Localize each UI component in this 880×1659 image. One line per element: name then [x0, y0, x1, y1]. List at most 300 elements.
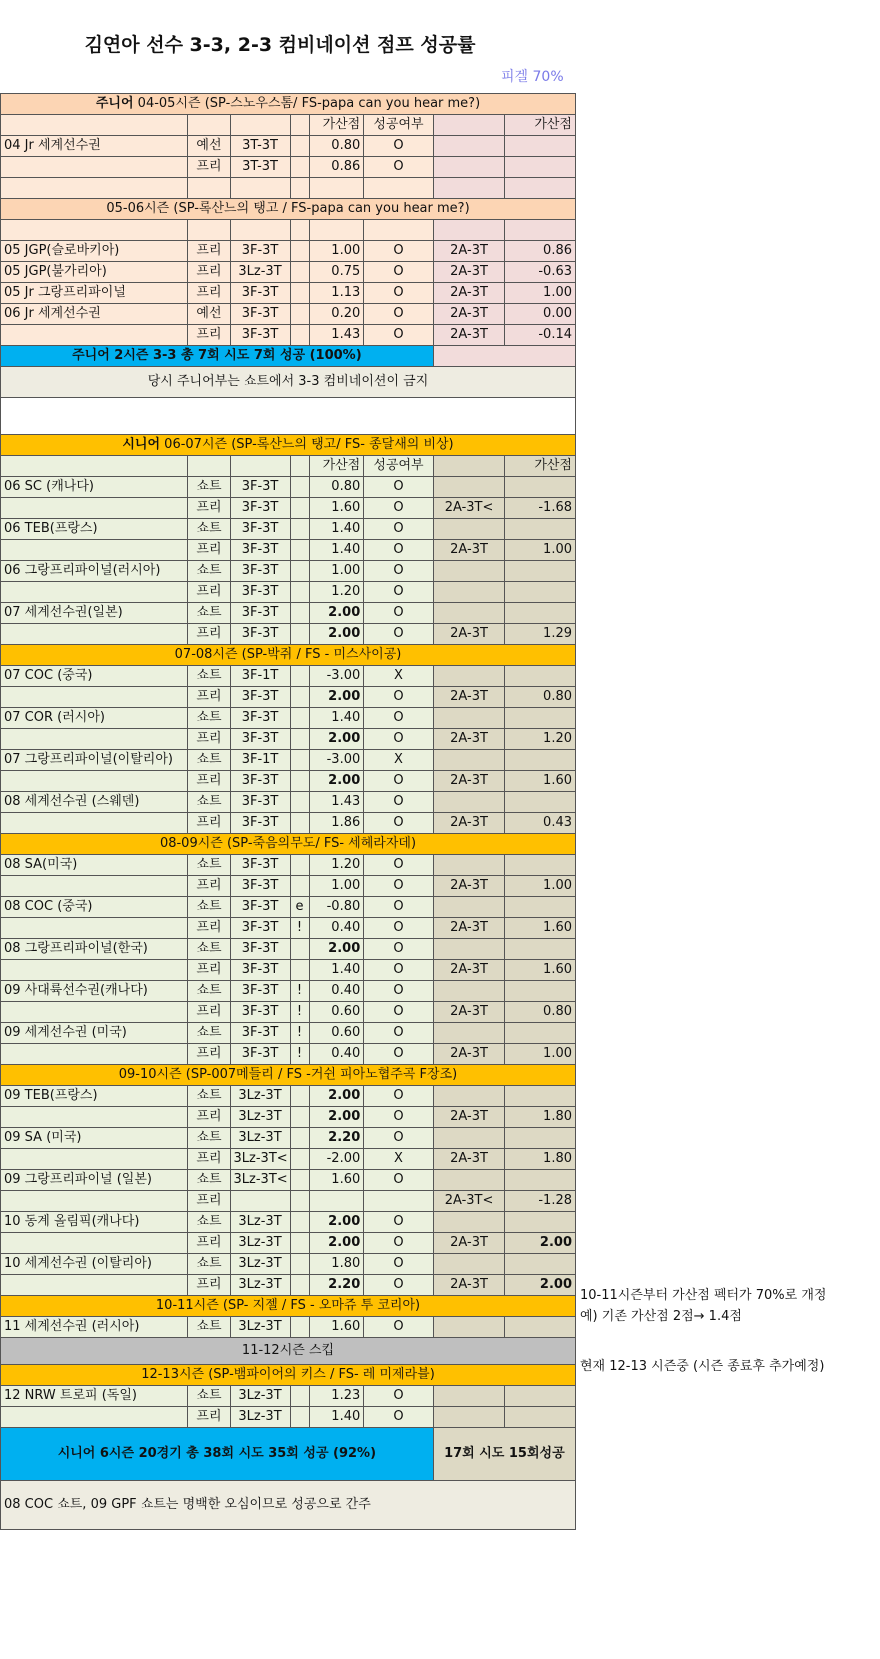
table-cell: 프리 [188, 1002, 230, 1023]
table-cell: 3Lz-3T [230, 1254, 290, 1275]
table-cell: 09 SA (미국) [1, 1128, 188, 1149]
table-cell: 3F-3T [230, 540, 290, 561]
table-cell [290, 582, 309, 603]
table-cell: 2A-3T [433, 1275, 505, 1296]
table-cell: 0.75 [309, 262, 364, 283]
table-cell: O [364, 708, 433, 729]
table-cell: 프리 [188, 771, 230, 792]
table-cell: 1.40 [309, 708, 364, 729]
season-header [1, 834, 576, 855]
table-cell [433, 750, 505, 771]
division-label: 시니어 [122, 437, 161, 452]
table-cell: 쇼트 [188, 1386, 230, 1407]
table-cell: 3Lz-3T [230, 262, 290, 283]
junior-summary-row [1, 346, 576, 367]
table-cell: 쇼트 [188, 939, 230, 960]
table-cell: 프리 [188, 687, 230, 708]
table-cell: 1.00 [505, 540, 576, 561]
season-header-row [1, 435, 576, 456]
table-cell: 3F-3T [230, 325, 290, 346]
table-row [1, 241, 576, 262]
table-cell: 2.00 [309, 1233, 364, 1254]
table-cell: 프리 [188, 1044, 230, 1065]
season-header-row [1, 1365, 576, 1386]
table-cell: O [364, 1386, 433, 1407]
junior-summary: 주니어 2시즌 3-3 총 7회 시도 7회 성공 (100%) [1, 346, 434, 367]
table-cell [290, 1212, 309, 1233]
table-cell [290, 241, 309, 262]
table-cell [290, 1254, 309, 1275]
table-cell: 0.20 [309, 304, 364, 325]
table-row [1, 687, 576, 708]
table-cell: 쇼트 [188, 603, 230, 624]
table-row [1, 918, 576, 939]
table-cell: 3Lz-3T [230, 1407, 290, 1428]
table-cell: 예선 [188, 136, 230, 157]
table-cell: -3.00 [309, 750, 364, 771]
table-cell: O [364, 582, 433, 603]
table-cell: 프리 [188, 876, 230, 897]
table-cell: 06 TEB(프랑스) [1, 519, 188, 540]
table-cell: 쇼트 [188, 708, 230, 729]
table-cell: 1.80 [309, 1254, 364, 1275]
table-cell [1, 1407, 188, 1428]
table-cell: 3F-3T [230, 918, 290, 939]
season-header [1, 645, 576, 666]
table-cell [290, 603, 309, 624]
table-cell: 2.00 [505, 1275, 576, 1296]
season-header-row [1, 834, 576, 855]
table-cell: 1.23 [309, 1386, 364, 1407]
table-row [1, 855, 576, 876]
table-cell [433, 981, 505, 1002]
table-cell: 3F-3T [230, 939, 290, 960]
table-cell: 06 그랑프리파이널(러시아) [1, 561, 188, 582]
table-cell: 3F-3T [230, 582, 290, 603]
table-cell: 08 COC (중국) [1, 897, 188, 918]
table-cell [1, 498, 188, 519]
table-cell [1, 115, 188, 136]
table-cell [290, 498, 309, 519]
table-cell: 0.80 [505, 1002, 576, 1023]
table-cell: 3Lz-3T [230, 1275, 290, 1296]
table-row [1, 157, 576, 178]
table-cell: 0.60 [309, 1002, 364, 1023]
table-cell: 2A-3T [433, 813, 505, 834]
table-cell: O [364, 1317, 433, 1338]
season-header [1, 1065, 576, 1086]
table-cell: O [364, 157, 433, 178]
note-row [1, 367, 576, 398]
table-row [1, 1149, 576, 1170]
table-cell: 쇼트 [188, 1023, 230, 1044]
table-row [1, 1212, 576, 1233]
table-cell: 09 세계선수권 (미국) [1, 1023, 188, 1044]
table-cell [290, 540, 309, 561]
table-cell: 프리 [188, 582, 230, 603]
subtitle: 피겔 70% [501, 69, 564, 85]
table-cell [230, 1191, 290, 1212]
table-cell [1, 1044, 188, 1065]
table-row [1, 178, 576, 199]
table-cell [505, 1386, 576, 1407]
table-row [1, 1254, 576, 1275]
table-row [1, 456, 576, 477]
table-cell: ! [290, 981, 309, 1002]
table-cell: 3F-3T [230, 813, 290, 834]
footnote-text: 08 COC 쇼트, 09 GPF 쇼트는 명백한 오심이므로 성공으로 간주 [1, 1481, 576, 1530]
table-cell: 쇼트 [188, 1254, 230, 1275]
season-label: 07-08시즌 (SP-박쥐 / FS - 미스사이공) [174, 647, 402, 662]
season-header [1, 1365, 576, 1386]
table-cell [290, 456, 309, 477]
table-cell: 3T-3T [230, 157, 290, 178]
table-cell: 2.20 [309, 1275, 364, 1296]
table-cell: 3F-3T [230, 1044, 290, 1065]
table-cell [290, 750, 309, 771]
season-label: 12-13시즌 (SP-뱀파이어의 키스 / FS- 레 미제라블) [141, 1367, 435, 1382]
table-cell: 2A-3T [433, 1107, 505, 1128]
table-cell: 쇼트 [188, 750, 230, 771]
table-cell: 2A-3T [433, 1149, 505, 1170]
note-text: 당시 주니어부는 쇼트에서 3-3 컴비네이션이 금지 [1, 367, 576, 398]
table-cell: 2.20 [309, 1128, 364, 1149]
table-row [1, 813, 576, 834]
table-row [1, 136, 576, 157]
table-cell [505, 1407, 576, 1428]
table-cell: 3F-3T [230, 981, 290, 1002]
table-cell: 05 Jr 그랑프리파이널 [1, 283, 188, 304]
table-cell: 쇼트 [188, 855, 230, 876]
table-cell: 쇼트 [188, 666, 230, 687]
table-row [1, 624, 576, 645]
season-header [1, 94, 576, 115]
table-cell: 1.40 [309, 519, 364, 540]
table-cell: 2.00 [309, 624, 364, 645]
table-cell: 0.40 [309, 1044, 364, 1065]
table-cell: O [364, 1044, 433, 1065]
table-cell: 1.43 [309, 792, 364, 813]
table-cell: 프리 [188, 624, 230, 645]
table-cell [1, 624, 188, 645]
table-cell [1, 918, 188, 939]
table-cell: O [364, 897, 433, 918]
table-cell: 07 COC (중국) [1, 666, 188, 687]
table-cell: 3F-3T [230, 792, 290, 813]
season-header-row [1, 199, 576, 220]
table-cell: O [364, 1233, 433, 1254]
table-cell [433, 1086, 505, 1107]
table-cell: X [364, 666, 433, 687]
table-cell: 2A-3T [433, 1233, 505, 1254]
table-cell: 2.00 [309, 939, 364, 960]
table-cell: 1.80 [505, 1149, 576, 1170]
table-cell: O [364, 1212, 433, 1233]
table-cell: 3Lz-3T [230, 1107, 290, 1128]
table-row [1, 262, 576, 283]
table-cell [1, 456, 188, 477]
table-cell: 2A-3T [433, 304, 505, 325]
table-cell: O [364, 519, 433, 540]
table-cell: 11 세계선수권 (러시아) [1, 1317, 188, 1338]
table-row [1, 1386, 576, 1407]
table-cell [505, 477, 576, 498]
table-cell: 쇼트 [188, 1317, 230, 1338]
table-cell: ! [290, 1044, 309, 1065]
table-cell: O [364, 687, 433, 708]
table-cell: 쇼트 [188, 1170, 230, 1191]
sheet-title: 김연아 선수 3-3, 2-3 컴비네이션 점프 성공률 [84, 34, 476, 56]
table-cell: 3F-3T [230, 1023, 290, 1044]
table-cell: 1.00 [505, 1044, 576, 1065]
table-cell: 쇼트 [188, 1212, 230, 1233]
table-cell [230, 220, 290, 241]
table-cell: 프리 [188, 1149, 230, 1170]
table-cell: 프리 [188, 262, 230, 283]
table-row [1, 1275, 576, 1296]
table-cell: 프리 [188, 540, 230, 561]
table-cell: O [364, 325, 433, 346]
table-cell [505, 519, 576, 540]
table-row [1, 1107, 576, 1128]
table-cell [433, 1254, 505, 1275]
table-cell [290, 1086, 309, 1107]
table-cell: 2A-3T< [433, 1191, 505, 1212]
table-cell: 쇼트 [188, 981, 230, 1002]
table-cell: O [364, 1002, 433, 1023]
table-cell [505, 157, 576, 178]
table-cell [505, 1128, 576, 1149]
table-cell [290, 687, 309, 708]
table-cell: ! [290, 1023, 309, 1044]
table-cell: 05 JGP(슬로바키아) [1, 241, 188, 262]
table-cell: 3F-3T [230, 519, 290, 540]
table-row [1, 220, 576, 241]
table-cell: 2.00 [309, 687, 364, 708]
table-cell: 쇼트 [188, 561, 230, 582]
table-cell: O [364, 1170, 433, 1191]
table-cell: O [364, 283, 433, 304]
table-row [1, 897, 576, 918]
table-cell [505, 1317, 576, 1338]
table-cell [433, 1128, 505, 1149]
table-cell: O [364, 855, 433, 876]
table-cell: 성공여부 [364, 115, 433, 136]
table-cell: -2.00 [309, 1149, 364, 1170]
season-label: 06-07시즌 (SP-록산느의 탱고/ FS- 종달새의 비상) [164, 437, 454, 452]
table-cell: 프리 [188, 960, 230, 981]
table-cell [433, 666, 505, 687]
season-header-row [1, 645, 576, 666]
table-cell: 2A-3T [433, 1002, 505, 1023]
table-cell: 0.00 [505, 304, 576, 325]
table-cell: 3Lz-3T [230, 1128, 290, 1149]
table-cell [505, 1023, 576, 1044]
table-cell [230, 115, 290, 136]
table-cell: 3F-3T [230, 897, 290, 918]
table-cell [290, 1107, 309, 1128]
table-cell: O [364, 729, 433, 750]
table-cell [290, 1233, 309, 1254]
table-row [1, 876, 576, 897]
table-cell [505, 708, 576, 729]
table-cell [1, 1233, 188, 1254]
table-cell: 1.13 [309, 283, 364, 304]
table-cell: 3F-3T [230, 498, 290, 519]
table-cell [433, 115, 505, 136]
table-cell [290, 136, 309, 157]
table-cell: 3F-3T [230, 624, 290, 645]
table-cell: 2.00 [309, 603, 364, 624]
table-cell [290, 1191, 309, 1212]
table-cell: 1.20 [505, 729, 576, 750]
table-cell [1, 178, 188, 199]
table-row [1, 115, 576, 136]
table-cell: e [290, 897, 309, 918]
table-row [1, 540, 576, 561]
table-cell: 1.60 [309, 498, 364, 519]
table-row [1, 1044, 576, 1065]
skip-row [1, 1338, 576, 1365]
table-cell: O [364, 939, 433, 960]
table-cell: O [364, 771, 433, 792]
table-cell: 가산점 [309, 115, 364, 136]
season-header-row [1, 94, 576, 115]
table-cell: 쇼트 [188, 1128, 230, 1149]
table-cell [433, 136, 505, 157]
table-cell [1, 960, 188, 981]
table-cell: 1.86 [309, 813, 364, 834]
table-cell [309, 220, 364, 241]
table-cell [433, 708, 505, 729]
season-header-row [1, 1296, 576, 1317]
table-cell: 08 그랑프리파이널(한국) [1, 939, 188, 960]
table-cell [1, 157, 188, 178]
table-cell: 프리 [188, 241, 230, 262]
table-cell [1, 1107, 188, 1128]
table-cell [1, 729, 188, 750]
table-cell: 0.80 [309, 477, 364, 498]
table-cell: 가산점 [309, 456, 364, 477]
table-cell [1, 325, 188, 346]
table-cell [505, 603, 576, 624]
table-cell: 06 SC (캐나다) [1, 477, 188, 498]
table-cell: O [364, 1254, 433, 1275]
table-cell: 1.60 [309, 1317, 364, 1338]
table-cell: 1.00 [309, 241, 364, 262]
table-cell: 3Lz-3T [230, 1212, 290, 1233]
table-cell [433, 346, 575, 367]
table-cell [433, 939, 505, 960]
table-cell [290, 813, 309, 834]
table-cell: 3Lz-3T [230, 1386, 290, 1407]
table-cell [290, 708, 309, 729]
table-cell: O [364, 1086, 433, 1107]
table-cell: 1.00 [505, 876, 576, 897]
table-cell [290, 1275, 309, 1296]
table-row [1, 939, 576, 960]
table-cell [188, 115, 230, 136]
table-row [1, 771, 576, 792]
table-cell: 07 그랑프리파이널(이탈리아) [1, 750, 188, 771]
table-cell: 1.40 [309, 540, 364, 561]
table-cell: O [364, 561, 433, 582]
table-cell: 3F-3T [230, 603, 290, 624]
table-row [1, 792, 576, 813]
table-cell [290, 855, 309, 876]
table-cell: 프리 [188, 1191, 230, 1212]
table-cell [1, 582, 188, 603]
table-cell: O [364, 1023, 433, 1044]
table-cell: 프리 [188, 918, 230, 939]
table-cell: 쇼트 [188, 792, 230, 813]
table-cell: 0.40 [309, 918, 364, 939]
table-cell [364, 220, 433, 241]
table-cell: O [364, 1128, 433, 1149]
table-cell [433, 456, 505, 477]
table-cell: 3Lz-3T [230, 1086, 290, 1107]
table-cell: 2.00 [505, 1233, 576, 1254]
table-cell: 3Lz-3T< [230, 1149, 290, 1170]
table-cell [1, 876, 188, 897]
table-cell: 2A-3T [433, 687, 505, 708]
table-cell: O [364, 304, 433, 325]
table-cell: 3Lz-3T [230, 1317, 290, 1338]
table-row [1, 561, 576, 582]
table-cell: 3F-3T [230, 241, 290, 262]
table-cell [505, 792, 576, 813]
table-cell: 쇼트 [188, 477, 230, 498]
table-cell: 3F-3T [230, 708, 290, 729]
table-cell [433, 1317, 505, 1338]
table-cell [290, 1170, 309, 1191]
table-row [1, 477, 576, 498]
table-cell [309, 178, 364, 199]
season-label: 05-06시즌 (SP-록산느의 탱고 / FS-papa can you hear me?) [106, 201, 470, 216]
senior-summary-row [1, 1428, 576, 1481]
table-cell: O [364, 960, 433, 981]
table-cell: 1.40 [309, 960, 364, 981]
side-note-current: 현재 12-13 시즌중 (시즌 종료후 추가예정) [580, 1359, 825, 1374]
table-cell: 0.86 [505, 241, 576, 262]
blank-cell [1, 398, 576, 435]
table-cell: 05 JGP(불가리아) [1, 262, 188, 283]
table-cell: 2A-3T [433, 729, 505, 750]
table-cell [188, 220, 230, 241]
table-cell [290, 115, 309, 136]
table-cell [290, 666, 309, 687]
table-cell: 3Lz-3T< [230, 1170, 290, 1191]
table-cell [290, 1386, 309, 1407]
table-cell: 1.60 [505, 960, 576, 981]
table-cell [505, 1254, 576, 1275]
table-cell [433, 519, 505, 540]
table-cell [290, 178, 309, 199]
table-cell [290, 1149, 309, 1170]
table-cell: O [364, 792, 433, 813]
table-cell [290, 561, 309, 582]
table-cell: X [364, 750, 433, 771]
table-cell [433, 897, 505, 918]
table-cell: -0.14 [505, 325, 576, 346]
table-cell [290, 771, 309, 792]
table-cell: 2A-3T [433, 624, 505, 645]
table-cell [1, 1149, 188, 1170]
table-row [1, 498, 576, 519]
season-header [1, 1296, 576, 1317]
table-cell [505, 136, 576, 157]
table-cell: 10 동계 올림픽(캐나다) [1, 1212, 188, 1233]
